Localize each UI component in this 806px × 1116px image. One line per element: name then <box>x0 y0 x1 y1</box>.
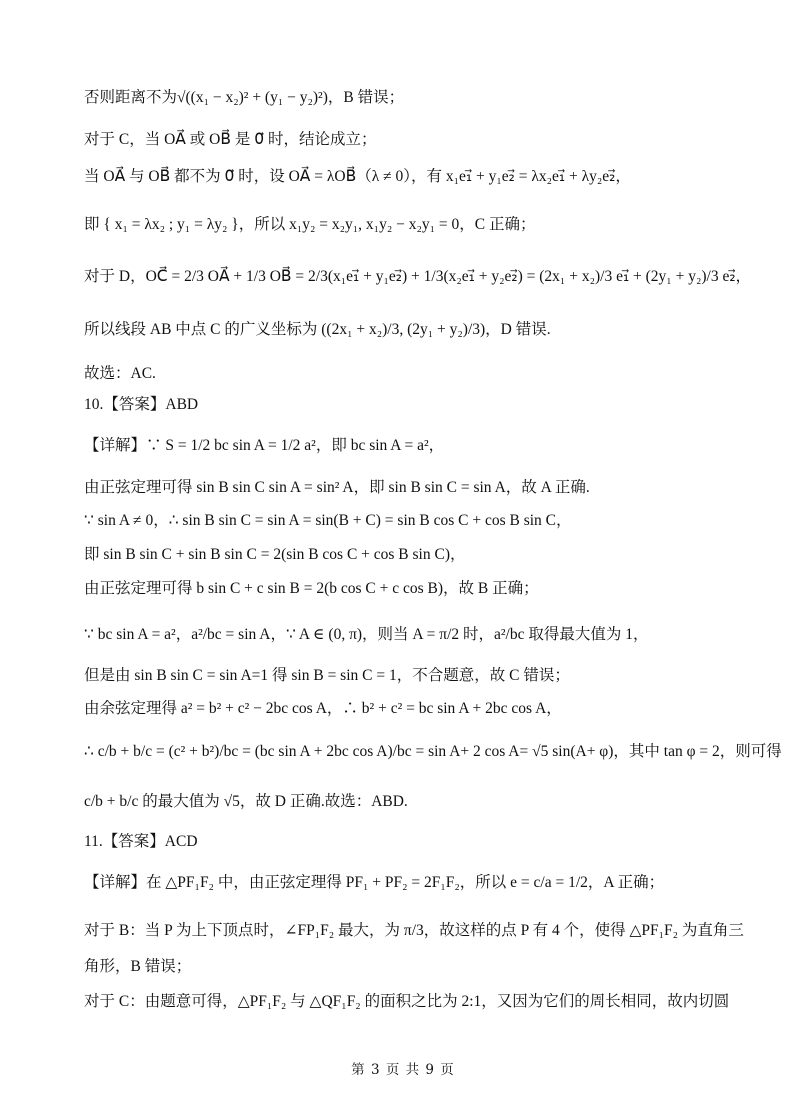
text-line: 但是由 sin B sin C = sin A=1 得 sin B = sin C = 1，不合题意，故 C 错误； <box>84 667 570 684</box>
text-line: 对于 D，OC⃗ = 2/3 OA⃗ + 1/3 OB⃗ = 2/3(x₁e₁⃗ + y₁e₂⃗) + 1/3(x₂e₁⃗ + y₂e₂⃗) = (2x₁ + x₂)/3 e₁⃗ + (2y₁ + y₂)/3 e₂⃗， <box>84 268 752 285</box>
text-line: 故选：AC. <box>84 365 156 382</box>
text-line: 即 sin B sin C + sin B sin C = 2(sin B cos C + cos B sin C)， <box>84 546 466 563</box>
text-line: 由正弦定理可得 b sin C + c sin B = 2(b cos C + c cos B)，故 B 正确； <box>84 580 539 597</box>
text-line: 否则距离不为√((x₁ − x₂)² + (y₁ − y₂)²)，B 错误； <box>84 89 405 106</box>
text-line: 角形，B 错误； <box>84 958 192 975</box>
text-line: c/b + b/c 的最大值为 √5，故 D 正确.故选：ABD. <box>84 793 408 810</box>
text-line: 由正弦定理可得 sin B sin C sin A = sin² A，即 sin B sin C = sin A，故 A 正确. <box>84 479 590 496</box>
text-line: 对于 C：由题意可得，△PF₁F₂ 与 △QF₁F₂ 的面积之比为 2:1，又因为它们的周长相同，故内切圆 <box>84 993 730 1010</box>
text-line: 对于 C，当 OA⃗ 或 OB⃗ 是 0⃗ 时，结论成立； <box>84 131 377 148</box>
answer-heading: 11.【答案】ACD <box>84 833 198 850</box>
text-line: 由余弦定理得 a² = b² + c² − 2bc cos A，∴ b² + c² = bc sin A + 2bc cos A， <box>84 700 562 717</box>
text-line: 【详解】在 △PF₁F₂ 中，由正弦定理得 PF₁ + PF₂ = 2F₁F₂，所以 e = c/a = 1/2，A 正确； <box>84 874 665 891</box>
text-line: 当 OA⃗ 与 OB⃗ 都不为 0⃗ 时，设 OA⃗ = λOB⃗（λ ≠ 0），有 x₁e₁⃗ + y₁e₂⃗ = λx₂e₁⃗ + λy₂e₂⃗， <box>84 168 631 185</box>
text-line: 所以线段 AB 中点 C 的广义坐标为 ((2x₁ + x₂)/3, (2y₁ + y₂)/3)，D 错误. <box>84 321 551 338</box>
text-line: 对于 B：当 P 为上下顶点时，∠FP₁F₂ 最大，为 π/3，故这样的点 P 有 4 个，使得 △PF₁F₂ 为直角三 <box>84 922 744 939</box>
text-line: 【详解】∵ S = 1/2 bc sin A = 1/2 a²，即 bc sin A = a²， <box>84 437 445 454</box>
text-line: ∵ bc sin A = a²，a²/bc = sin A，∵ A ∈ (0, π)，则当 A = π/2 时，a²/bc 取得最大值为 1， <box>84 626 649 643</box>
text-line: ∴ c/b + b/c = (c² + b²)/bc = (bc sin A + 2bc cos A)/bc = sin A+ 2 cos A= √5 sin(A+ φ)，其中 tan φ = 2，则可得 <box>84 743 782 760</box>
text-line: 即 { x₁ = λx₂ ; y₁ = λy₂ }，所以 x₁y₂ = x₂y₁, x₁y₂ − x₂y₁ = 0，C 正确； <box>84 216 536 233</box>
page-footer: 第 3 页 共 9 页 <box>351 1062 455 1078</box>
text-line: ∵ sin A ≠ 0，∴ sin B sin C = sin A = sin(B + C) = sin B cos C + cos B sin C， <box>84 512 572 529</box>
answer-heading: 10.【答案】ABD <box>84 396 199 413</box>
